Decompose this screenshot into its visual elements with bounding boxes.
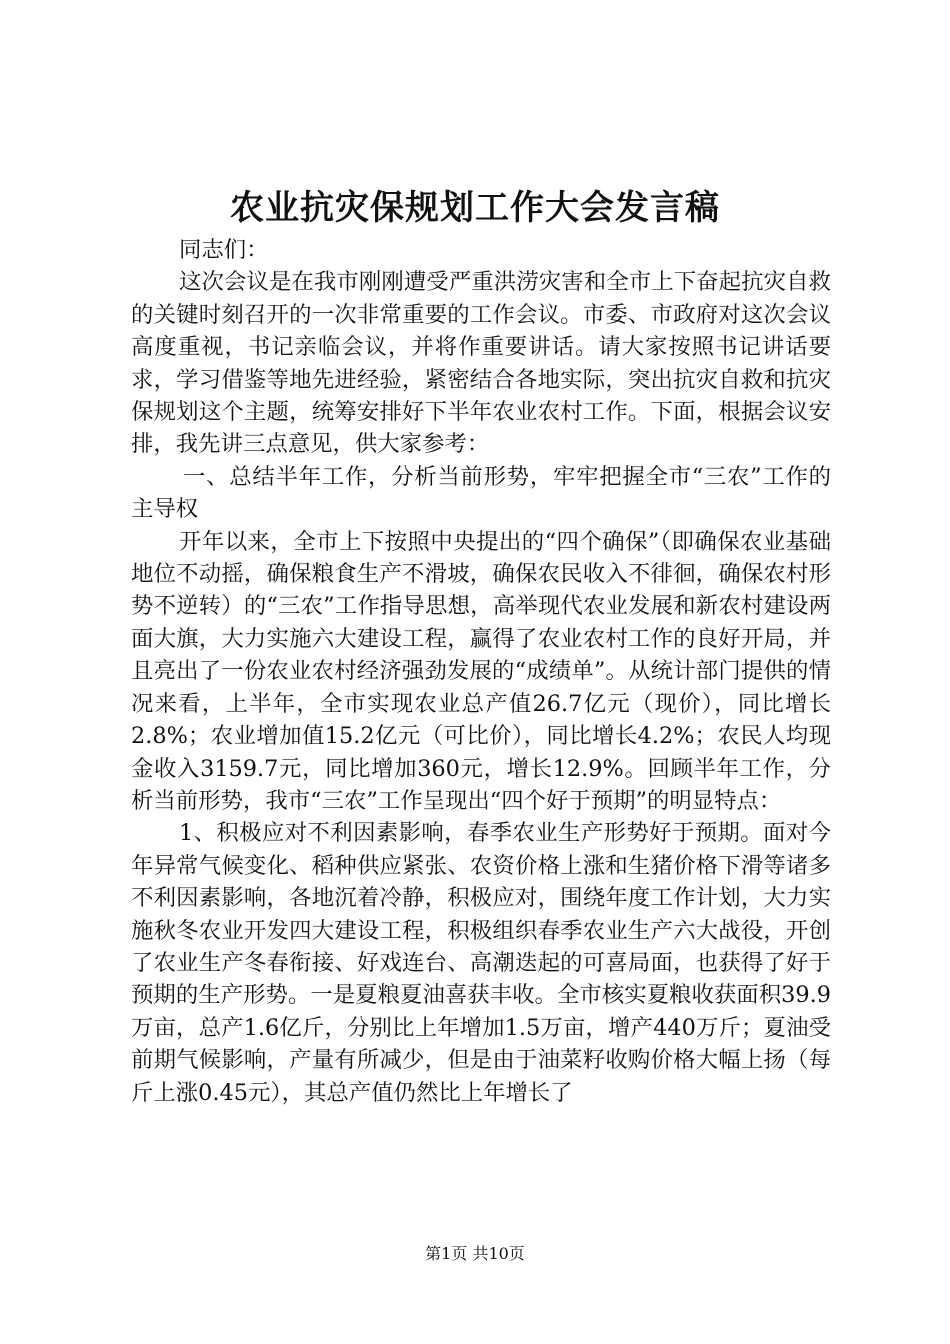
section-heading-1: 一、总结半年工作，分析当前形势，牢牢把握全市“三农”工作的主导权 xyxy=(131,463,831,523)
intro-paragraph: 这次会议是在我市刚刚遭受严重洪涝灾害和全市上下奋起抗灾自救的关键时刻召开的一次非常重要的工作会议。市委、市政府对这次会议高度重视，书记亲临会议，并将作重要讲话。请大家按照书记讲话要求，学习借鉴等地先进经验，紧密结合各地实际，突出抗灾自救和抗灾保规划这个主题，统筹安排好下半年农业农村工作。下面，根据会议安排，我先讲三点意见，供大家参考： xyxy=(131,269,831,458)
salutation-paragraph: 同志们： xyxy=(179,237,269,263)
page-footer: 第1页 共10页 xyxy=(425,1244,525,1263)
document-body xyxy=(131,234,831,1109)
point-1-paragraph: 1、积极应对不利因素影响，春季农业生产形势好于预期。面对今年异常气候变化、稻种供应紧张、农资价格上涨和生猪价格下滑等诸多不利因素影响，各地沉着冷静，积极应对，围绕年度工作计划，大力实施秋冬农业开发四大建设工程，积极组织春季农业生产六大战役，开创了农业生产冬春衔接、好戏连台、高潮迭起的可喜局面，也获得了好于预期的生产形势。一是夏粮夏油喜获丰收。全市核实夏粮收获面积39.9万亩，总产1.6亿斤，分别比上年增加1.5万亩，增产440万斤；夏油受前期气候影响，产量有所减少，但是由于油菜籽收购价格大幅上扬（每斤上涨0.45元），其总产值仍然比上年增长了 xyxy=(131,820,831,1106)
summary-paragraph: 开年以来，全市上下按照中央提出的“四个确保”（即确保农业基础地位不动摇，确保粮食生产不滑坡，确保农民收入不徘徊，确保农村形势不逆转）的“三农”工作指导思想，高举现代农业发展和新农村建设两面大旗，大力实施六大建设工程，赢得了农业农村工作的良好开局，并且亮出了一份农业农村经济强劲发展的“成绩单”。从统计部门提供的情况来看，上半年，全市实现农业总产值26.7亿元（现价），同比增长2.8%；农业增加值15.2亿元（可比价），同比增长4.2%；农民人均现金收入3159.7元，同比增加360元，增长12.9%。回顾半年工作，分析当前形势，我市“三农”工作呈现出“四个好于预期”的明显特点： xyxy=(131,528,831,814)
document-title: 农业抗灾保规划工作大会发言稿 xyxy=(230,188,720,228)
